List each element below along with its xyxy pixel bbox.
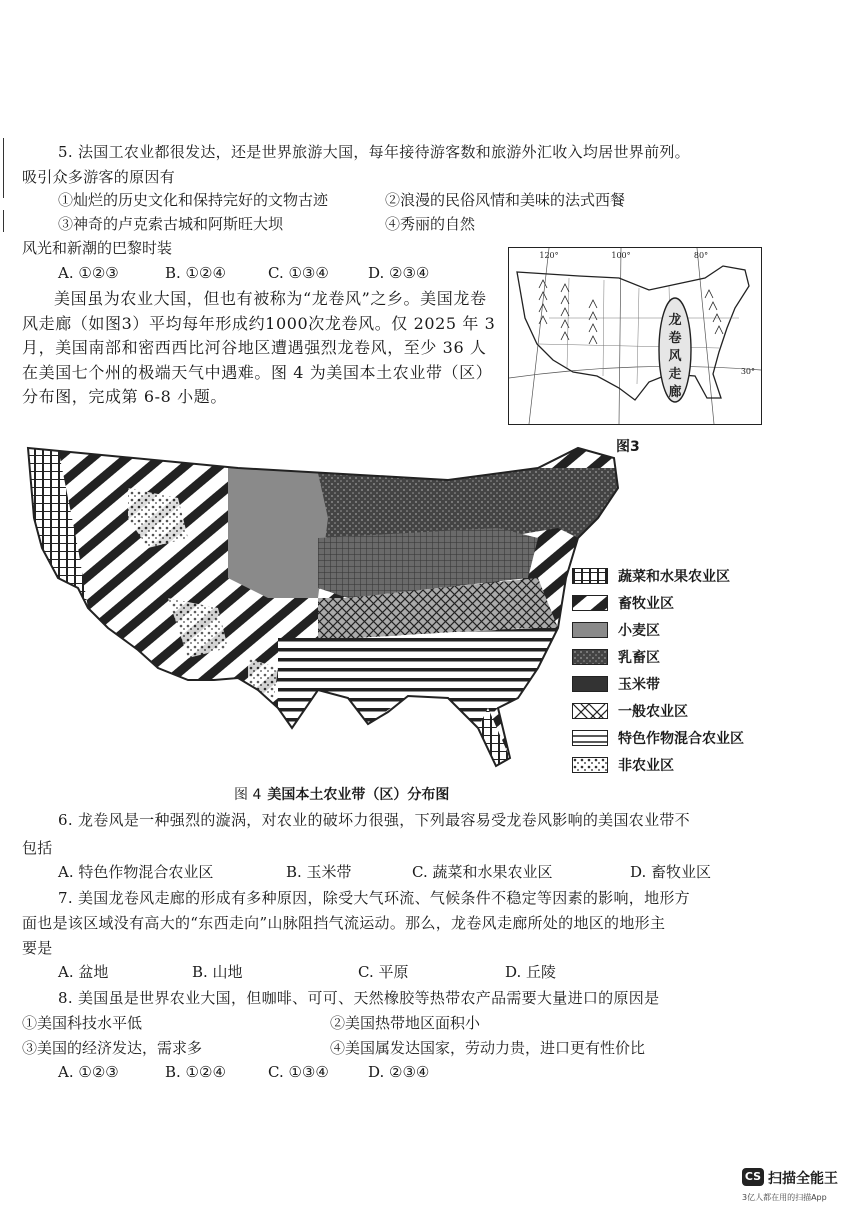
q5-statement-3: ③神奇的卢克索古城和阿斯旺大坝 <box>58 215 284 233</box>
q7-stem-line3: 要是 <box>22 939 53 957</box>
tornado-alley-map-svg <box>509 248 761 424</box>
corridor-char-5: 廊 <box>668 385 682 400</box>
legend-label: 畜牧业区 <box>618 596 674 612</box>
q8-option-d: D. ②③④ <box>368 1063 430 1081</box>
legend-label: 玉米带 <box>618 677 660 693</box>
q7-stem-line1: 7. 美国龙卷风走廊的形成有多种原因，除受大气环流、气候条件不稳定等因素的影响，地形方 <box>58 889 690 907</box>
q7-option-c: C. 平原 <box>358 963 409 981</box>
agriculture-map-svg <box>18 428 630 778</box>
legend-item-ranching <box>572 593 674 613</box>
q8-statement-2: ②美国热带地区面积小 <box>330 1014 481 1032</box>
q5-stem-line1: 5. 法国工农业都很发达，还是世界旅游大国，每年接待游客数和旅游外汇收入均居世界前列。 <box>58 143 690 161</box>
legend-swatch-diag <box>572 595 608 611</box>
corridor-char-3: 风 <box>668 349 682 364</box>
q7-option-a: A. 盆地 <box>58 963 109 981</box>
q5-stem-line2: 吸引众多游客的原因有 <box>22 168 176 186</box>
figure-4-caption <box>234 784 449 804</box>
q8-statement-1: ①美国科技水平低 <box>22 1014 143 1032</box>
lon-label-80: 80° <box>693 251 709 260</box>
legend-item-general-farming <box>572 701 688 721</box>
legend-label: 非农业区 <box>618 758 674 774</box>
legend-item-non-agricultural <box>572 755 674 775</box>
scan-edge-mark <box>3 138 4 198</box>
legend-label: 蔬菜和水果农业区 <box>618 569 730 585</box>
figure-3-label: 图3 <box>616 439 640 455</box>
lat-label-30: 30° <box>740 367 755 376</box>
q6-option-b: B. 玉米带 <box>286 863 352 881</box>
legend-swatch-gray <box>572 622 608 638</box>
q5-statement-2: ②浪漫的民俗风情和美味的法式西餐 <box>385 191 626 209</box>
camscanner-brand: 扫描全能王 <box>768 1171 838 1187</box>
legend-item-dairy <box>572 647 660 667</box>
q5-statement-1: ①灿烂的历史文化和保持完好的文物古迹 <box>58 191 329 209</box>
legend-swatch-vstripes <box>572 568 608 584</box>
q7-stem-line2: 面也是该区域没有高大的“东西走向”山脉阻挡气流运动。那么，龙卷风走廊所处的地区的地形主 <box>22 914 666 932</box>
figure-3-tornado-alley-map <box>508 247 762 425</box>
q5-option-a: A. ①②③ <box>58 264 119 282</box>
legend-swatch-cross <box>572 703 608 719</box>
legend-swatch-black <box>572 676 608 692</box>
q6-option-c: C. 蔬菜和水果农业区 <box>412 863 553 881</box>
figure-4-agriculture-map <box>18 428 630 778</box>
legend-label: 乳畜区 <box>618 650 660 666</box>
q5-statement-4a: ④秀丽的自然 <box>385 215 476 233</box>
corridor-char-4: 走 <box>668 367 682 382</box>
lon-label-100: 100° <box>611 251 631 260</box>
figure-4-title: 美国本土农业带（区）分布图 <box>267 787 450 803</box>
legend-item-corn-belt <box>572 674 660 694</box>
camscanner-tagline: 3亿人都在用的扫描App <box>742 1193 827 1202</box>
q5-option-d: D. ②③④ <box>368 264 430 282</box>
lon-label-120: 120° <box>539 251 559 260</box>
q8-statement-4: ④美国属发达国家，劳动力贵，进口更有性价比 <box>330 1039 646 1057</box>
legend-item-wheat <box>572 620 660 640</box>
legend-swatch-darkdots <box>572 649 608 665</box>
q7-option-d: D. 丘陵 <box>505 963 557 981</box>
q6-option-a: A. 特色作物混合农业区 <box>58 863 214 881</box>
legend-item-special-crops <box>572 728 744 748</box>
q5-statement-4b: 风光和新潮的巴黎时装 <box>22 239 173 257</box>
q7-option-b: B. 山地 <box>192 963 243 981</box>
q5-option-b: B. ①②④ <box>165 264 226 282</box>
corridor-char-1: 龙 <box>668 313 682 328</box>
q5-option-c: C. ①③④ <box>268 264 329 282</box>
camscanner-logo: CS <box>742 1168 764 1186</box>
q8-option-a: A. ①②③ <box>58 1063 119 1081</box>
q8-stem-line1: 8. 美国虽是世界农业大国，但咖啡、可可、天然橡胶等热带农产品需要大量进口的原因是 <box>58 989 660 1007</box>
q8-statement-3: ③美国的经济发达，需求多 <box>22 1039 203 1057</box>
q6-stem-line1: 6. 龙卷风是一种强烈的漩涡，对农业的破坏力很强，下列最容易受龙卷风影响的美国农业带不 <box>58 811 690 829</box>
q6-option-d: D. 畜牧业区 <box>630 863 712 881</box>
legend-label: 一般农业区 <box>618 704 688 720</box>
corridor-char-2: 卷 <box>668 331 682 346</box>
legend-label: 小麦区 <box>618 623 660 639</box>
legend-label: 特色作物混合农业区 <box>618 731 744 747</box>
legend-swatch-hlines <box>572 730 608 746</box>
legend-swatch-speckle <box>572 757 608 773</box>
q6-stem-line2: 包括 <box>22 839 53 857</box>
legend-item-vegetables-fruit <box>572 566 730 586</box>
intro-paragraph: 美国虽为农业大国，但也有被称为“龙卷风”之乡。美国龙卷风走廊（如图3）平均每年形成约1000次龙卷风。仅 2025 年 3 月，美国南部和密西西比河谷地区遭遇强烈龙卷风，至少 36 人在美国七个州的极端天气中遇难。图 4 为美国本土农业带（区）分布图，完成第 6-8 小题。 <box>22 289 496 406</box>
figure-4-number: 图 4 <box>234 787 262 803</box>
q8-option-b: B. ①②④ <box>165 1063 226 1081</box>
q8-option-c: C. ①③④ <box>268 1063 329 1081</box>
scan-edge-mark <box>3 210 4 232</box>
